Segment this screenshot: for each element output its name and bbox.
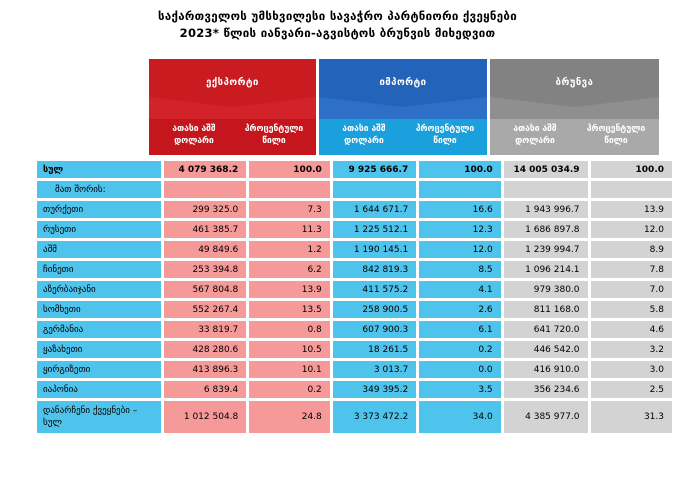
import-percent: 34.0 [419,401,500,433]
import-percent: 8.5 [419,261,500,278]
turnover-amount: 4 385 977.0 [504,401,588,433]
export-header [149,59,316,155]
import-percent: 16.6 [419,201,500,218]
export-amount: 299 325.0 [164,201,247,218]
turnover-percent: 3.2 [591,341,672,358]
import-percent: 0.2 [419,341,500,358]
table-row [37,281,672,298]
empty-cell [504,181,588,198]
row-name: აზერბაიჯანი [37,281,161,298]
import-percent: 12.3 [419,221,500,238]
import-percent-header: პროცენტული წილი [415,124,475,146]
import-amount: 3 013.7 [333,361,416,378]
turnover-header [490,59,659,155]
export-amount: 33 819.7 [164,321,247,338]
table-row [37,361,672,378]
row-name: იაპონია [37,381,161,398]
import-percent: 4.1 [419,281,500,298]
turnover-amount-header: ათასი აშშ დოლარი [513,124,557,146]
turnover-percent: 7.8 [591,261,672,278]
export-amount: 461 385.7 [164,221,247,238]
row-name: რუსეთი [37,221,161,238]
export-percent: 6.2 [249,261,330,278]
export-amount: 413 896.3 [164,361,247,378]
turnover-percent: 7.0 [591,281,672,298]
turnover-percent-header: პროცენტული წილი [586,124,646,146]
row-name: გერმანია [37,321,161,338]
import-amount: 3 373 472.2 [333,401,416,433]
row-name: აშშ [37,241,161,258]
empty-cell [591,181,672,198]
turnover-amount: 1 943 996.7 [504,201,588,218]
turnover-percent: 31.3 [591,401,672,433]
export-percent: 10.5 [249,341,330,358]
row-name: სულ [37,161,161,178]
import-percent: 0.0 [419,361,500,378]
turnover-percent: 3.0 [591,361,672,378]
table-row [37,241,672,258]
row-name: ჩინეთი [37,261,161,278]
total-row [37,161,672,178]
empty-cell [164,181,247,198]
export-amount: 6 839.4 [164,381,247,398]
table-row [37,341,672,358]
turnover-amount: 356 234.6 [504,381,588,398]
import-percent: 3.5 [419,381,500,398]
table-row [37,321,672,338]
turnover-amount: 446 542.0 [504,341,588,358]
import-amount: 18 261.5 [333,341,416,358]
empty-cell [333,181,416,198]
among-row [37,181,672,198]
import-amount: 1 190 145.1 [333,241,416,258]
title-line-2: 2023* წლის იანვარი-აგვისტოს ბრუნვის მიხედვით [179,26,496,40]
row-name: დანარჩენი ქვეყნები – სულ [37,401,161,433]
turnover-amount: 1 239 994.7 [504,241,588,258]
turnover-amount: 641 720.0 [504,321,588,338]
import-group-label: იმპორტი [379,77,427,88]
table-row [37,301,672,318]
export-percent: 0.8 [249,321,330,338]
import-amount: 1 644 671.7 [333,201,416,218]
export-percent: 11.3 [249,221,330,238]
import-amount: 1 225 512.1 [333,221,416,238]
import-percent: 100.0 [419,161,500,178]
export-amount: 49 849.6 [164,241,247,258]
import-percent: 12.0 [419,241,500,258]
export-group-label: ექსპორტი [206,77,259,88]
turnover-group-label: ბრუნვა [555,77,594,88]
turnover-amount: 416 910.0 [504,361,588,378]
turnover-percent: 12.0 [591,221,672,238]
turnover-percent: 5.8 [591,301,672,318]
export-amount: 1 012 504.8 [164,401,247,433]
row-name: სომხეთი [37,301,161,318]
import-header [319,59,487,155]
import-amount: 411 575.2 [333,281,416,298]
turnover-amount: 1 096 214.1 [504,261,588,278]
export-percent: 24.8 [249,401,330,433]
turnover-amount: 1 686 897.8 [504,221,588,238]
table-row [37,401,672,433]
empty-cell [419,181,500,198]
turnover-percent: 100.0 [591,161,672,178]
export-percent: 0.2 [249,381,330,398]
turnover-percent: 13.9 [591,201,672,218]
turnover-amount: 979 380.0 [504,281,588,298]
export-percent: 10.1 [249,361,330,378]
export-percent: 13.9 [249,281,330,298]
export-amount: 253 394.8 [164,261,247,278]
row-name: ყირგიზეთი [37,361,161,378]
import-amount: 258 900.5 [333,301,416,318]
import-amount: 9 925 666.7 [333,161,416,178]
title-line-1: საქართველოს უმსხვილესი სავაჭრო პარტნიორი ქვეყნები [158,9,517,23]
turnover-amount: 14 005 034.9 [504,161,588,178]
partners-table [34,158,675,436]
export-percent: 13.5 [249,301,330,318]
export-percent: 100.0 [249,161,330,178]
turnover-percent: 8.9 [591,241,672,258]
import-amount-header: ათასი აშშ დოლარი [342,124,386,146]
import-amount: 607 900.3 [333,321,416,338]
turnover-percent: 4.6 [591,321,672,338]
import-amount: 842 819.3 [333,261,416,278]
export-amount: 552 267.4 [164,301,247,318]
table-row [37,221,672,238]
import-percent: 2.6 [419,301,500,318]
table-row [37,201,672,218]
row-name: თურქეთი [37,201,161,218]
export-amount: 428 280.6 [164,341,247,358]
export-percent: 1.2 [249,241,330,258]
row-name: ყაზახეთი [37,341,161,358]
export-amount: 567 804.8 [164,281,247,298]
among-label: მათ შორის: [37,181,161,198]
import-amount: 349 395.2 [333,381,416,398]
table-row [37,261,672,278]
export-amount: 4 079 368.2 [164,161,247,178]
export-percent-header: პროცენტული წილი [244,124,304,146]
export-percent: 7.3 [249,201,330,218]
table-row [37,381,672,398]
export-amount-header: ათასი აშშ დოლარი [172,124,216,146]
import-percent: 6.1 [419,321,500,338]
turnover-amount: 811 168.0 [504,301,588,318]
turnover-percent: 2.5 [591,381,672,398]
empty-cell [249,181,330,198]
